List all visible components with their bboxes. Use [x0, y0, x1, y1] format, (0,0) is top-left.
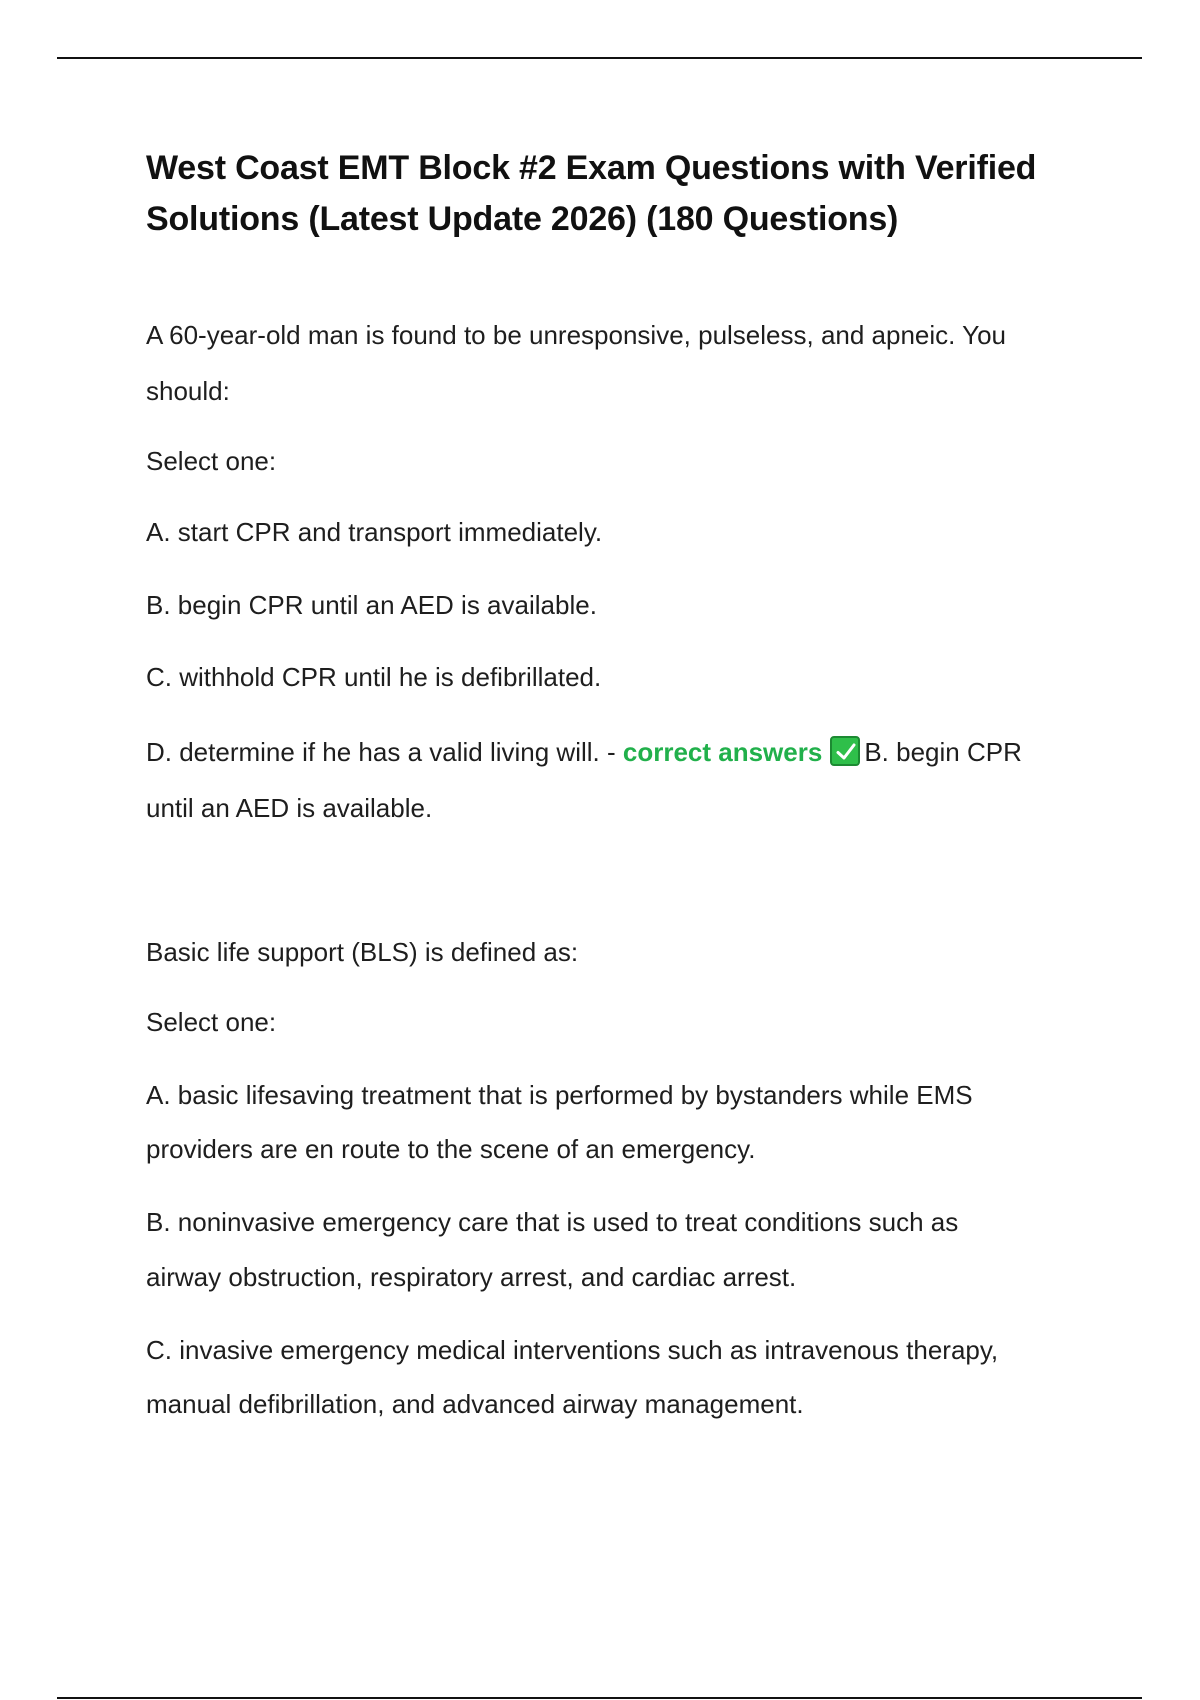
- option-d: D. determine if he has a valid living will. -: [146, 737, 616, 767]
- option-a-continued: providers are en route to the scene of an emergency.: [146, 1134, 756, 1164]
- select-one-prompt: Select one:: [146, 446, 277, 476]
- option-c-continued: manual defibrillation, and advanced airway management.: [146, 1389, 804, 1419]
- option-d-with-answer: [146, 735, 1022, 769]
- select-one-prompt: Select one:: [146, 1007, 277, 1037]
- option-b: B. noninvasive emergency care that is used to treat conditions such as: [146, 1207, 959, 1237]
- question-stem: Basic life support (BLS) is defined as:: [146, 937, 579, 967]
- question-stem: A 60-year-old man is found to be unresponsive, pulseless, and apneic. You: [146, 320, 1007, 350]
- correct-answer-text-continued: until an AED is available.: [146, 793, 433, 823]
- option-b: B. begin CPR until an AED is available.: [146, 590, 597, 620]
- top-divider: [57, 57, 1142, 59]
- option-c: C. withhold CPR until he is defibrillated.: [146, 662, 602, 692]
- bottom-divider: [57, 1697, 1142, 1699]
- option-a: A. start CPR and transport immediately.: [146, 517, 603, 547]
- correct-answers-label: correct answers: [622, 737, 823, 767]
- correct-answer-text: B. begin CPR: [864, 737, 1022, 767]
- check-mark-icon: [830, 736, 860, 766]
- option-b-continued: airway obstruction, respiratory arrest, and cardiac arrest.: [146, 1262, 797, 1292]
- question-stem-continued: should:: [146, 376, 230, 406]
- option-a: A. basic lifesaving treatment that is performed by bystanders while EMS: [146, 1080, 973, 1110]
- option-c: C. invasive emergency medical interventions such as intravenous therapy,: [146, 1335, 999, 1365]
- document-title: West Coast EMT Block #2 Exam Questions with Verified Solutions (Latest Update 2026) (180 Questions): [146, 149, 1037, 238]
